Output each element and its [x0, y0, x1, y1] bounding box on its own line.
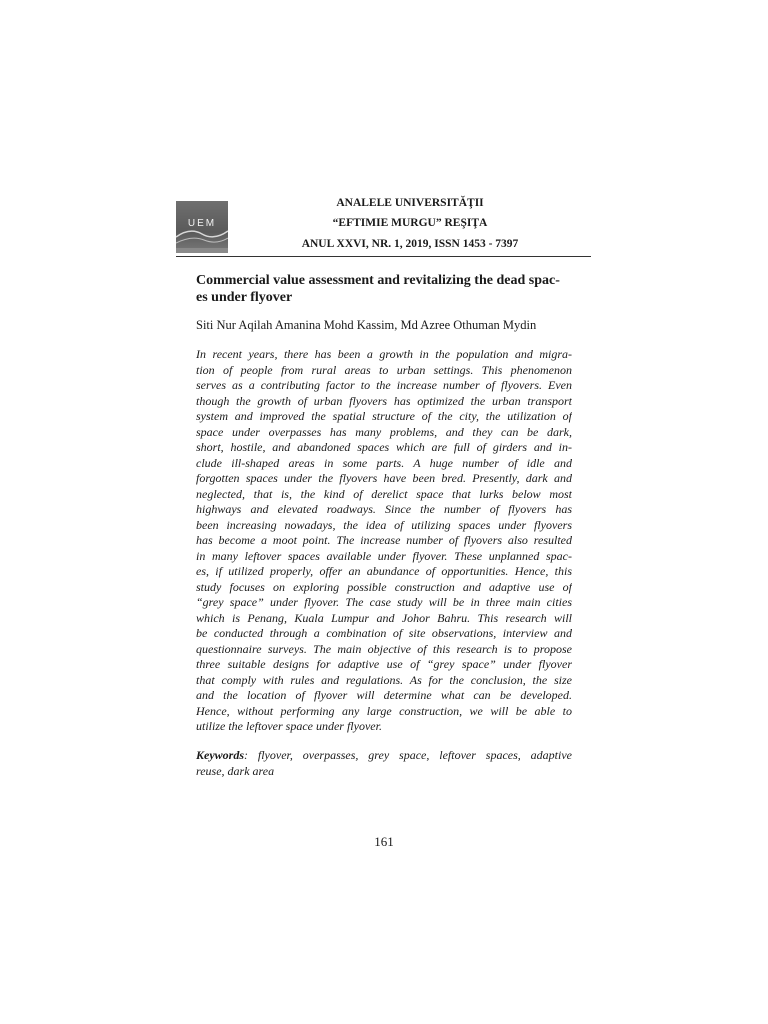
keywords [196, 747, 572, 779]
header-rule [176, 256, 591, 257]
abstract-line: “grey space” under flyover. The case study will be in three main cities [196, 595, 572, 609]
abstract-line: serves as a contributing factor to the increase number of flyovers. Even [196, 378, 572, 392]
page-number: 161 [374, 834, 394, 849]
abstract-line: forgotten spaces under the flyovers have been bred. Presently, dark and [196, 471, 572, 485]
abstract-line: system and improved the spatial structure of the city, the utilization of [196, 409, 572, 423]
abstract-line: study focuses on exploring possible construction and adaptive use of [196, 579, 572, 594]
abstract-line: has become a moot point. The increase number of flyovers also resulted [196, 533, 572, 547]
keywords-line [196, 747, 572, 763]
abstract-line: been increasing nowadays, the idea of utilizing spaces under flyovers [196, 517, 572, 532]
abstract-line: that comply with rules and regulations. As for the conclusion, the size [196, 672, 572, 687]
title-line: Commercial value assessment and revitalizing the dead spac- [196, 273, 560, 288]
uem-logo [176, 201, 228, 253]
abstract-line: questionnaire surveys. The main objective of this research is to propose [196, 641, 572, 656]
abstract-line: highways and elevated roadways. Since the number of flyovers has [196, 502, 572, 516]
authors: Siti Nur Aqilah Amanina Mohd Kassim, Md Azree Othuman Mydin [196, 318, 537, 332]
keywords-text: : flyover, overpasses, grey space, leftover spaces, adaptive [244, 748, 572, 762]
abstract-line: neglected, that is, the kind of derelict space that lurks below most [196, 486, 572, 501]
abstract-line: and the location of flyover will determine what can be developed. [196, 688, 572, 702]
abstract-line: utilize the leftover space under flyover. [196, 719, 382, 733]
logo-text: UEM [187, 218, 217, 229]
abstract-line: short, hostile, and abandoned spaces which are full of girders and in- [196, 440, 572, 454]
abstract-line: Hence, without performing any large construction, we will be able to [196, 703, 572, 718]
abstract-line: three suitable designs for adaptive use of “grey space” under flyover [196, 657, 572, 671]
abstract [196, 347, 572, 735]
journal-name: ANALELE UNIVERSITĂŢII [336, 197, 484, 209]
abstract-line: be conducted through a combination of site observations, interview and [196, 626, 572, 640]
abstract-line: clude ill-shaped areas in some parts. A huge number of idle and [196, 455, 572, 470]
abstract-line: space under overpasses has many problems, and they can be dark, [196, 424, 572, 439]
issue-info: ANUL XXVI, NR. 1, 2019, ISSN 1453 - 7397 [301, 238, 519, 250]
abstract-line: which is Penang, Kuala Lumpur and Johor Bahru. This research will [196, 610, 572, 625]
title-line: es under flyover [196, 290, 293, 305]
abstract-line: though the growth of urban flyovers has optimized the urban transport [196, 393, 572, 408]
abstract-line: es, if utilized properly, offer an abundance of opportunities. Hence, this [196, 564, 572, 578]
keywords-line: reuse, dark area [196, 764, 275, 778]
university-name: “EFTIMIE MURGU” REŞIŢA [332, 217, 488, 229]
article-title [196, 272, 576, 306]
abstract-line: In recent years, there has been a growth in the population and migra- [196, 347, 572, 361]
abstract-line: tion of people from rural areas to urban settings. This phenomenon [196, 362, 572, 377]
keywords-label: Keywords [196, 748, 244, 762]
abstract-line: in many leftover spaces available under flyover. These unplanned spac- [196, 548, 572, 563]
